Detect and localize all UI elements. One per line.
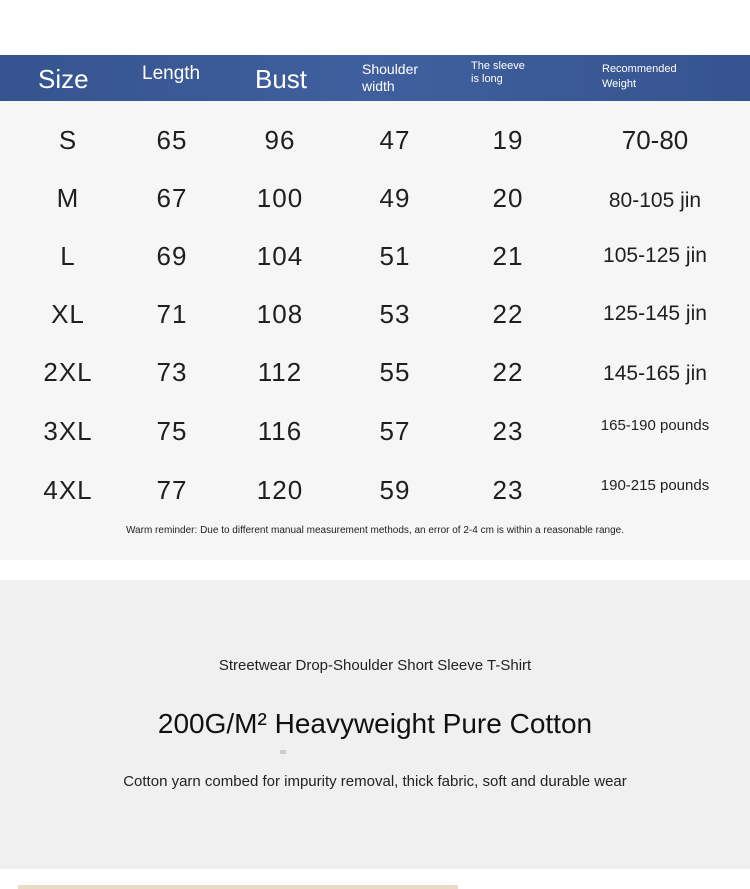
cell-size: L (60, 241, 76, 271)
cell-sleeve: 20 (492, 183, 524, 213)
header-sleeve-line1: The sleeve (471, 60, 525, 72)
header-weight-line1: Recommended (602, 63, 677, 75)
cell-length: 77 (156, 475, 188, 505)
table-row (0, 115, 750, 165)
cell-size: XL (51, 299, 85, 329)
cell-shoulder: 49 (379, 183, 411, 213)
cell-weight: 145-165 jin (603, 362, 707, 385)
cell-shoulder: 53 (379, 299, 411, 329)
cell-shoulder: 51 (379, 241, 411, 271)
cell-bust: 120 (256, 475, 304, 505)
promo-subtitle: Streetwear Drop-Shoulder Short Sleeve T-Shirt (218, 657, 532, 674)
cell-length: 75 (156, 416, 188, 446)
header-recommended-weight (602, 62, 677, 92)
cell-sleeve: 23 (492, 416, 524, 446)
cell-bust: 100 (256, 183, 304, 213)
header-length: Length (142, 63, 201, 84)
cell-length: 73 (156, 357, 188, 387)
cell-weight: 165-190 pounds (600, 417, 710, 434)
header-shoulder-width (362, 61, 418, 95)
header-weight-line2: Weight (602, 78, 637, 90)
cell-sleeve: 22 (492, 357, 524, 387)
cell-sleeve: 23 (492, 475, 524, 505)
header-shoulder-line2: width (362, 78, 395, 94)
cell-shoulder: 57 (379, 416, 411, 446)
cell-bust: 96 (264, 125, 296, 155)
decorative-mark (280, 750, 286, 754)
cell-size: S (58, 125, 78, 155)
size-chart (0, 55, 750, 560)
cell-weight: 105-125 jin (603, 244, 707, 267)
cell-shoulder: 55 (379, 357, 411, 387)
cell-weight: 190-215 pounds (600, 477, 710, 494)
cell-bust: 108 (256, 299, 304, 329)
table-row (0, 231, 750, 281)
cell-shoulder: 59 (379, 475, 411, 505)
cell-length: 65 (156, 125, 188, 155)
cell-shoulder: 47 (379, 125, 411, 155)
measurement-reminder: Warm reminder: Due to different manual measurement methods, an error of 2-4 cm is within a reasonable range. (125, 525, 624, 536)
header-sleeve-line2: is long (471, 73, 503, 85)
header-sleeve-length (471, 60, 525, 86)
cell-size: 3XL (43, 416, 93, 446)
bottom-spacer (0, 869, 750, 889)
table-row (0, 406, 750, 456)
promo-description: Cotton yarn combed for impurity removal, thick fabric, soft and durable wear (123, 773, 627, 790)
cell-sleeve: 19 (492, 125, 524, 155)
table-row (0, 465, 750, 515)
section-gap (0, 560, 750, 580)
cell-length: 69 (156, 241, 188, 271)
header-bust: Bust (255, 64, 308, 94)
promo-title: 200G/M² Heavyweight Pure Cotton (157, 708, 593, 739)
table-row (0, 173, 750, 223)
cell-bust: 116 (257, 416, 303, 446)
table-row (0, 347, 750, 397)
cell-sleeve: 22 (492, 299, 524, 329)
size-chart-header (0, 55, 750, 101)
cell-size: M (56, 183, 80, 213)
header-shoulder-line1: Shoulder (362, 61, 419, 77)
cell-size: 4XL (43, 475, 93, 505)
header-size: Size (38, 64, 89, 94)
next-section-edge (18, 885, 458, 889)
product-promo (0, 580, 750, 869)
cell-length: 67 (156, 183, 188, 213)
cell-sleeve: 21 (492, 241, 524, 271)
table-row (0, 289, 750, 339)
cell-weight: 70-80 (621, 125, 689, 155)
cell-length: 71 (156, 299, 188, 329)
cell-weight: 125-145 jin (603, 302, 707, 325)
cell-bust: 104 (256, 241, 304, 271)
cell-size: 2XL (43, 357, 93, 387)
cell-weight: 80-105 jin (608, 189, 702, 212)
top-spacer (0, 0, 750, 55)
cell-bust: 112 (257, 357, 303, 387)
